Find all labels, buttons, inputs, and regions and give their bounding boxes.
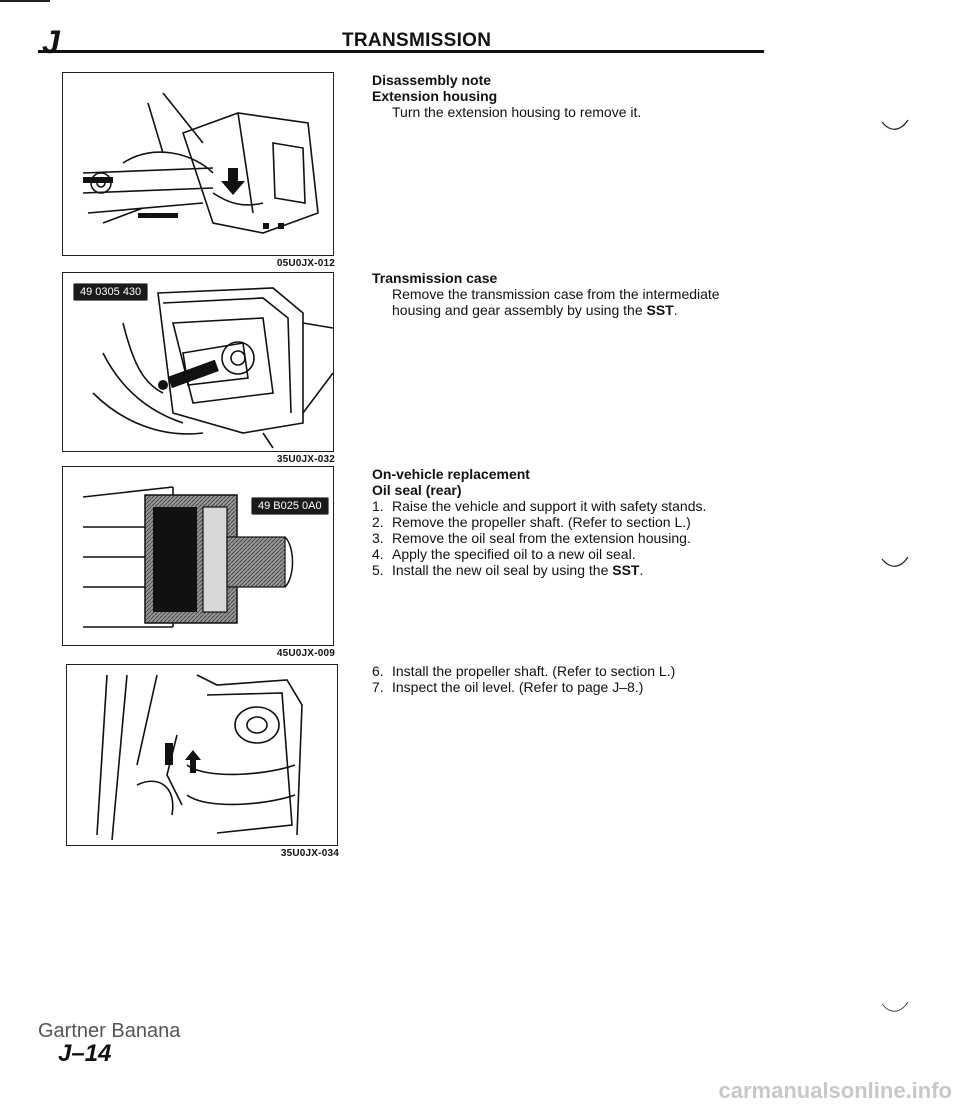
section-subheading: Oil seal (rear) bbox=[372, 482, 462, 498]
list-item bbox=[372, 498, 772, 514]
figure-code: 05U0JX-012 bbox=[276, 258, 335, 269]
section-heading: Disassembly note bbox=[372, 72, 492, 88]
step-text: Remove the oil seal from the extension housing. bbox=[392, 530, 691, 546]
step-text bbox=[392, 562, 643, 578]
step-number: 7. bbox=[372, 679, 384, 695]
figure-code: 45U0JX-009 bbox=[276, 648, 335, 659]
top-edge-mark bbox=[0, 0, 50, 2]
step-number: 6. bbox=[372, 663, 384, 679]
figure-oil-level bbox=[66, 664, 339, 859]
step-text: Remove the propeller shaft. (Refer to section L.) bbox=[392, 514, 691, 530]
figure-transmission-case bbox=[62, 272, 335, 465]
page-title: TRANSMISSION bbox=[342, 30, 492, 51]
page-number: J–14 bbox=[58, 1040, 112, 1067]
text-run: Install the new oil seal by using the bbox=[392, 562, 613, 578]
section-letter: J bbox=[42, 24, 60, 60]
footer-brand: Gartner Banana bbox=[38, 1020, 181, 1042]
figure-oil-level-illustration bbox=[67, 665, 337, 845]
sst-badge: 49 B025 0A0 bbox=[251, 497, 329, 515]
section-on-vehicle-continued bbox=[372, 663, 772, 695]
sst-label: SST bbox=[612, 562, 640, 578]
step-number: 5. bbox=[372, 562, 384, 578]
sst-label: SST bbox=[646, 302, 674, 318]
step-text: Apply the specified oil to a new oil seal. bbox=[392, 546, 636, 562]
section-body: Turn the extension housing to remove it. bbox=[392, 104, 642, 120]
step-number: 2. bbox=[372, 514, 384, 530]
text-run: . bbox=[673, 302, 678, 318]
step-number: 1. bbox=[372, 498, 384, 514]
binding-mark bbox=[880, 118, 910, 134]
step-number: 4. bbox=[372, 546, 384, 562]
list-item bbox=[372, 562, 772, 578]
figure-extension-housing bbox=[62, 72, 335, 269]
text-run: housing and gear assembly by using the bbox=[392, 302, 647, 318]
figure-code: 35U0JX-034 bbox=[280, 848, 339, 859]
figure-oil-seal bbox=[62, 466, 335, 659]
watermark: carmanualsonline.info bbox=[718, 1078, 952, 1103]
binding-mark bbox=[880, 555, 910, 571]
section-disassembly bbox=[372, 72, 772, 120]
section-heading: Transmission case bbox=[372, 270, 498, 286]
list-item bbox=[372, 663, 772, 679]
step-number: 3. bbox=[372, 530, 384, 546]
section-transmission-case bbox=[372, 270, 772, 318]
section-heading: On-vehicle replacement bbox=[372, 466, 530, 482]
section-subheading: Extension housing bbox=[372, 88, 498, 104]
figure-code: 35U0JX-032 bbox=[276, 454, 335, 465]
text-run: . bbox=[639, 562, 644, 578]
list-item bbox=[372, 546, 772, 562]
header-rule bbox=[38, 50, 764, 53]
step-text: Install the propeller shaft. (Refer to section L.) bbox=[392, 663, 676, 679]
step-text: Inspect the oil level. (Refer to page J–8.) bbox=[392, 679, 644, 695]
sst-badge: 49 0305 430 bbox=[73, 283, 148, 301]
section-body-line bbox=[372, 302, 772, 318]
binding-mark bbox=[880, 1000, 910, 1016]
step-text: Raise the vehicle and support it with safety stands. bbox=[392, 498, 707, 514]
figure-oil-seal-illustration bbox=[63, 467, 333, 645]
section-on-vehicle bbox=[372, 466, 772, 578]
list-item bbox=[372, 679, 772, 695]
list-item bbox=[372, 514, 772, 530]
list-item bbox=[372, 530, 772, 546]
section-body-line: Remove the transmission case from the intermediate bbox=[392, 286, 720, 302]
figure-extension-housing-illustration bbox=[63, 73, 333, 255]
